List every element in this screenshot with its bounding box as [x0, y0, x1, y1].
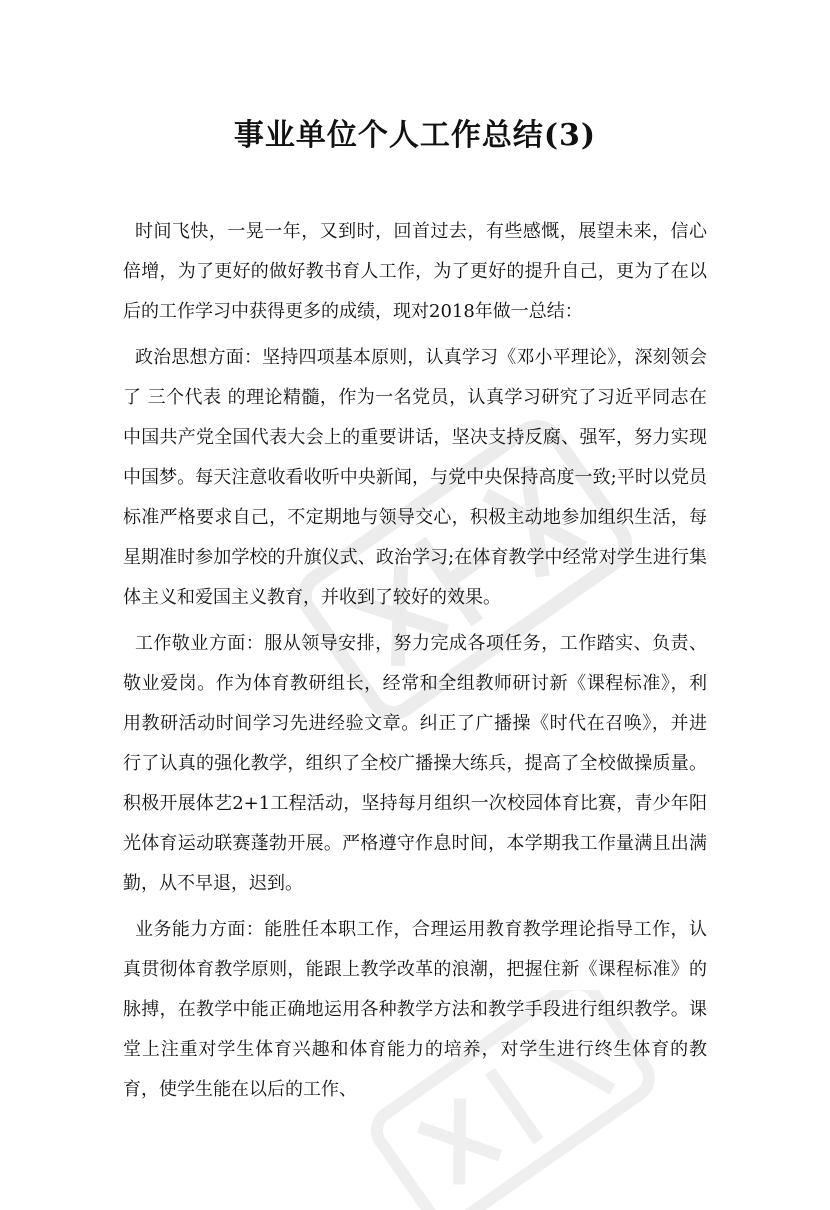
- paragraph-professional-ability: 业务能力方面：能胜任本职工作，合理运用教育教学理论指导工作，认真贯彻体育教学原则，能跟上教学改革的浪潮，把握住新《课程标准》的脉搏，在教学中能正确地运用各种教学方法和教学手段进行组织教学。课堂上注重对学生体育兴趣和体育能力的培养，对学生进行终生体育的教育，使学生能在以后的工作、: [123, 919, 707, 1100]
- paragraph-political: 政治思想方面：坚持四项基本原则，认真学习《邓小平理论》，深刻领会了 三个代表 的理论精髓，作为一名党员，认真学习研究了习近平同志在中国共产党全国代表大会上的重要讲话，坚决支持反腐、强军，努力实现中国梦。每天注意收看收听中央新闻，与党中央保持高度一致;平时以党员标准严格要求自己，不定期地与领导交心，积极主动地参加组织生活，每星期准时参加学校的升旗仪式、政治学习;在体育教学中经常对学生进行集体主义和爱国主义教育，并收到了较好的效果。: [123, 347, 707, 608]
- paragraph-intro: 时间飞快，一晃一年，又到时，回首过去，有些感慨，展望未来，信心倍增，为了更好的做好教书育人工作，为了更好的提升自己，更为了在以后的工作学习中获得更多的成绩，现对2018年做一总结：: [123, 221, 707, 322]
- paragraph-work-dedication: 工作敬业方面：服从领导安排，努力完成各项任务，工作踏实、负责、敬业爱岗。作为体育教研组长，经常和全组教师研讨新《课程标准》，利用教研活动时间学习先进经验文章。纠正了广播操《时代在召唤》，并进行了认真的强化教学，组织了全校广播操大练兵，提高了全校做操质量。积极开展体艺2+1工程活动，坚持每月组织一次校园体育比赛，青少年阳光体育运动联赛蓬勃开展。严格遵守作息时间，本学期我工作量满且出满勤，从不早退，迟到。: [123, 633, 707, 894]
- document-title: 事业单位个人工作总结(3): [233, 118, 597, 153]
- document-body: [123, 212, 707, 1116]
